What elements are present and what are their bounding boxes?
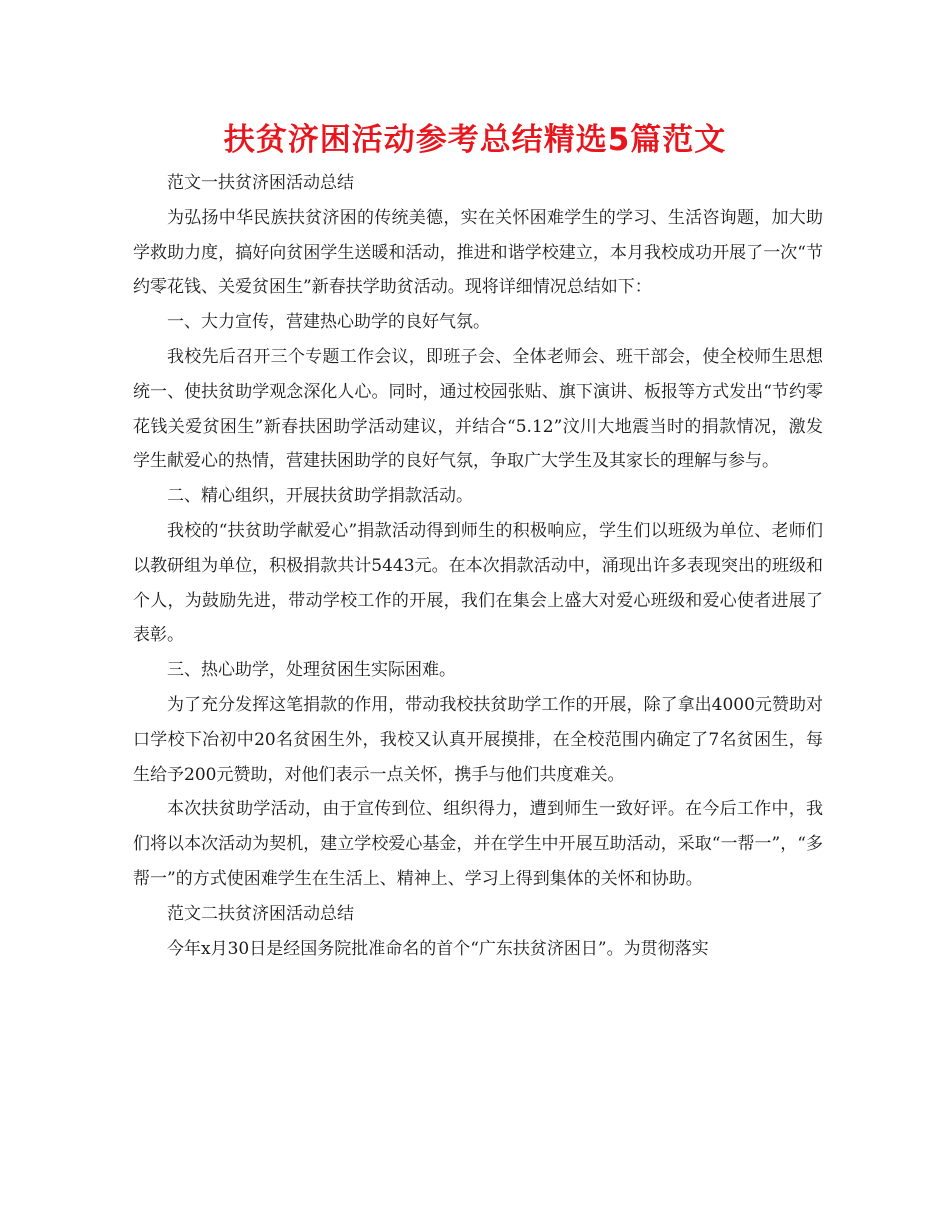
subheading-2: 二、精心组织，开展扶贫助学捐款活动。 xyxy=(167,486,473,507)
subheading-1: 一、大力宣传，营建热心助学的良好气氛。 xyxy=(167,312,490,333)
document-title: 扶贫济困活动参考总结精选5篇范文 xyxy=(223,122,727,158)
paragraph: 为弘扬中华民族扶贫济困的传统美德，实在关怀困难学生的学习、生活咨询题，加大助学救助力度，搞好向贫困学生送暖和活动，推进和谐学校建立，本月我校成功开展了一次“节约零花钱、关爱贫困生”新春扶学助贫活动。现将详细情况总结如下： xyxy=(133,207,823,298)
paragraph: 我校的“扶贫助学献爱心”捐款活动得到师生的积极响应，学生们以班级为单位、老师们以教研组为单位，积极捐款共计5443元。在本次捐款活动中，涌现出许多表现突出的班级和个人，为鼓励先进，带动学校工作的开展，我们在集会上盛大对爱心班级和爱心使者进展了表彰。 xyxy=(133,520,823,646)
section-heading-2: 范文二扶贫济困活动总结 xyxy=(167,903,354,924)
paragraph: 为了充分发挥这笔捐款的作用，带动我校扶贫助学工作的开展，除了拿出4000元赞助对口学校下冶初中20名贫困生外，我校又认真开展摸排，在全校范围内确定了7名贫困生，每生给予200元赞助，对他们表示一点关怀，携手与他们共度难关。 xyxy=(133,694,823,785)
paragraph: 本次扶贫助学活动，由于宣传到位、组织得力，遭到师生一致好评。在今后工作中，我们将以本次活动为契机，建立学校爱心基金，并在学生中开展互助活动，采取“一帮一”，“多帮一”的方式使困难学生在生活上、精神上、学习上得到集体的关怀和协助。 xyxy=(133,799,823,889)
paragraph: 今年x月30日是经国务院批准命名的首个“广东扶贫济困日”。为贯彻落实 xyxy=(167,938,709,959)
paragraph: 我校先后召开三个专题工作会议，即班子会、全体老师会、班干部会，使全校师生思想统一、使扶贫助学观念深化人心。同时，通过校园张贴、旗下演讲、板报等方式发出“节约零花钱关爱贫困生”新春扶困助学活动建议，并结合“5.12”汶川大地震当时的捐款情况，激发学生献爱心的热情，营建扶困助学的良好气氛，争取广大学生及其家长的理解与参与。 xyxy=(133,346,823,472)
subheading-3: 三、热心助学，处理贫困生实际困难。 xyxy=(167,660,456,681)
document-body xyxy=(133,166,823,966)
section-heading-1: 范文一扶贫济困活动总结 xyxy=(167,173,354,193)
